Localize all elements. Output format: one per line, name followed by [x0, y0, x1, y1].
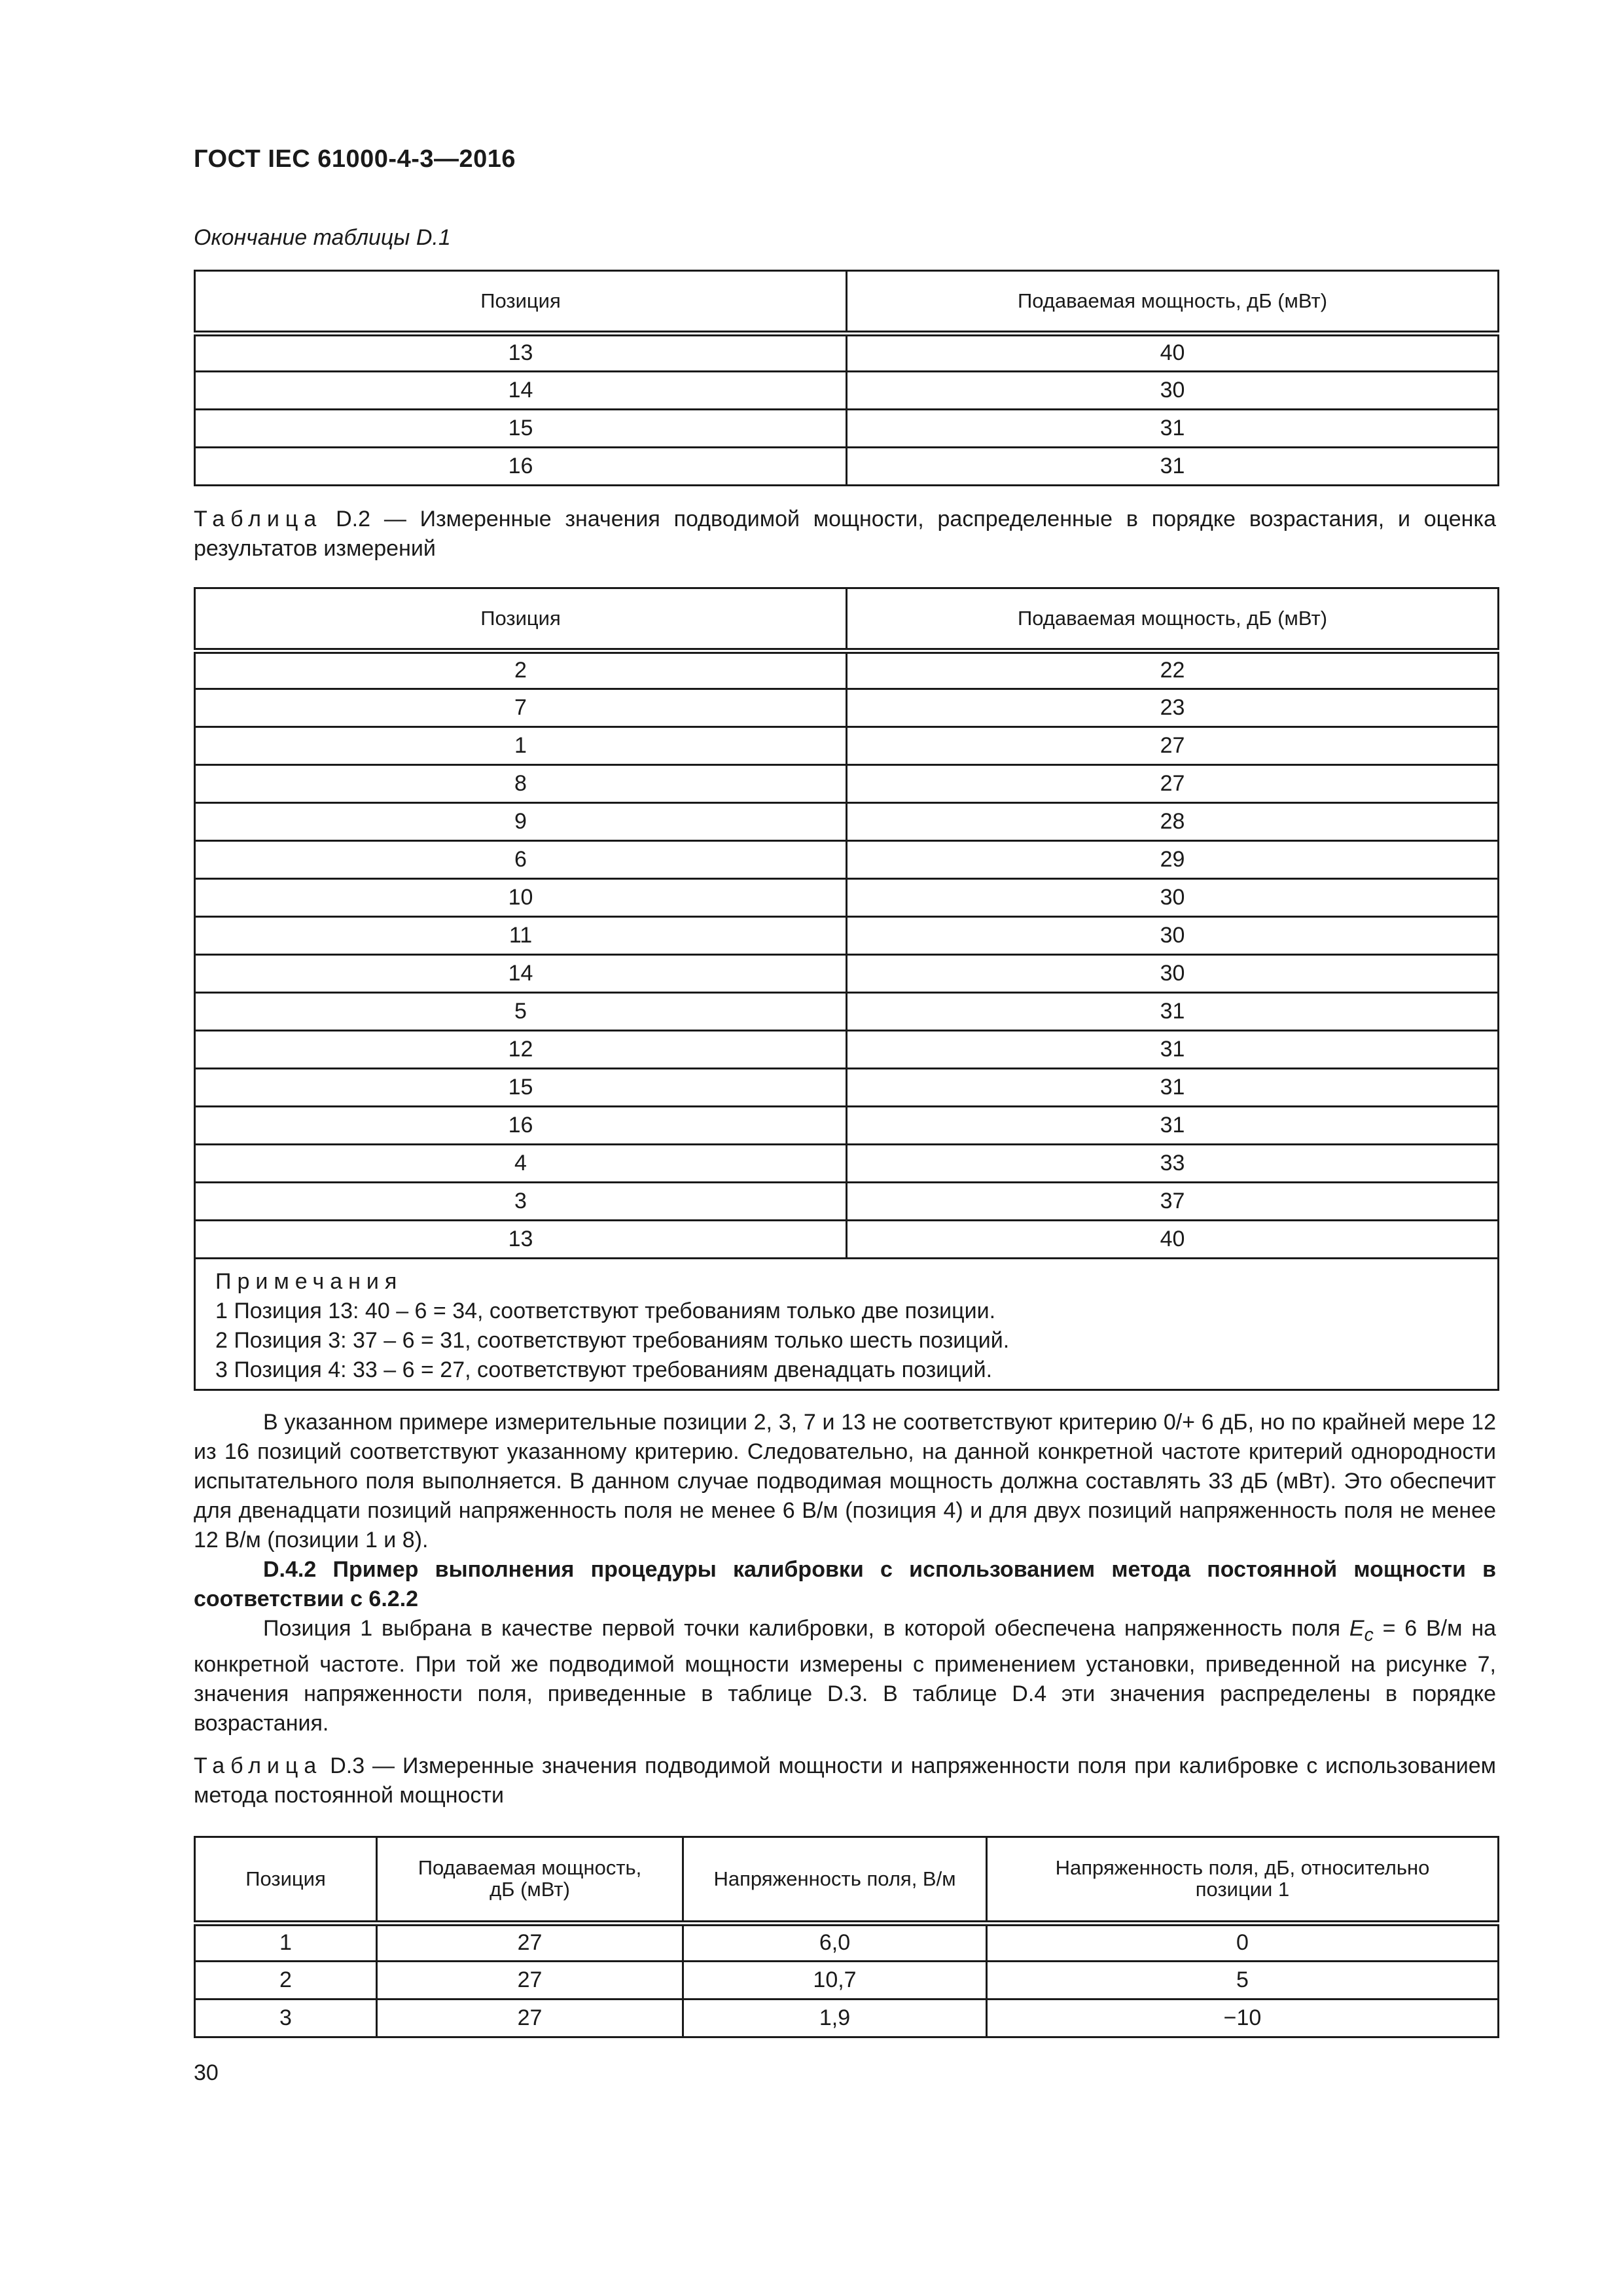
table-cell: 15: [195, 1069, 847, 1107]
table-cell: 27: [377, 2000, 683, 2037]
table-d2: [194, 587, 1499, 1391]
table-cell: 13: [195, 334, 847, 372]
table-cell: 31: [847, 1069, 1499, 1107]
table-row: [195, 372, 1499, 410]
table-row: [195, 1145, 1499, 1183]
table-cell: 14: [195, 955, 847, 993]
table-cell: 14: [195, 372, 847, 410]
section-heading: D.4.2 Пример выполнения процедуры калибровки с использованием метода постоянной мощности в соответствии с 6.2.2: [194, 1557, 1496, 1611]
table-row: [195, 2000, 1499, 2037]
table-cell: 10: [195, 879, 847, 917]
table-cell: 16: [195, 448, 847, 486]
note-item: 3 Позиция 4: 33 – 6 = 27, соответствуют требованиям двенадцать позиций.: [215, 1357, 993, 1382]
table-row: [195, 879, 1499, 917]
table-cell: 1: [195, 1924, 377, 1962]
table-row: [195, 1962, 1499, 2000]
table-cell: 31: [847, 993, 1499, 1031]
column-header: Подаваемая мощность, дБ (мВт): [847, 588, 1499, 651]
table-cell: 16: [195, 1107, 847, 1145]
table-row: [195, 651, 1499, 689]
table-cell: 6,0: [683, 1924, 987, 1962]
column-header: Позиция: [195, 271, 847, 334]
table-cell: 22: [847, 651, 1499, 689]
table-row: [195, 1924, 1499, 1962]
column-header: Напряженность поля, дБ, относительно позиции 1: [987, 1837, 1499, 1924]
table-cell: 9: [195, 803, 847, 841]
table-cell: −10: [987, 2000, 1499, 2037]
table-cell: 7: [195, 689, 847, 727]
note-item: 2 Позиция 3: 37 – 6 = 31, соответствуют требованиям только шесть позиций.: [215, 1328, 1010, 1353]
table-row: [195, 917, 1499, 955]
table-cell: 8: [195, 765, 847, 803]
page-number: 30: [194, 2060, 219, 2085]
table-cell: 5: [987, 1962, 1499, 2000]
table-cell: 29: [847, 841, 1499, 879]
table-row: [195, 803, 1499, 841]
document-header: ГОСТ IEC 61000-4-3—2016: [194, 145, 516, 173]
table-cell: 23: [847, 689, 1499, 727]
table-cell: 30: [847, 917, 1499, 955]
table-cell: 1,9: [683, 2000, 987, 2037]
table-cell: 3: [195, 1183, 847, 1221]
column-header: Позиция: [195, 588, 847, 651]
paragraph-text: Позиция 1 выбрана в качестве первой точки калибровки, в которой обеспечена напряженность поля: [263, 1616, 1349, 1641]
table-cell: 31: [847, 1107, 1499, 1145]
table-cell: 33: [847, 1145, 1499, 1183]
table-d1: [194, 270, 1499, 486]
notes-title: Примечания: [215, 1269, 403, 1294]
table-row: [195, 1069, 1499, 1107]
paragraph-text: = 6 В/м на конкретной частоте. При той же подводимой мощности измерены с применением установки, приведенной на рисунке 7, значения напряженности поля, приведенные в таблице D.3. В таблице D.4 эти значения распределены в порядке возрастания.: [194, 1616, 1497, 1736]
table-cell: 1: [195, 727, 847, 765]
table-row: [195, 841, 1499, 879]
table-row: [195, 727, 1499, 765]
caption-label: Таблица: [194, 1753, 323, 1778]
table-row: [195, 1183, 1499, 1221]
table-cell: 10,7: [683, 1962, 987, 2000]
table-d3-caption: [194, 1751, 1496, 1810]
table-cell: 3: [195, 2000, 377, 2037]
table-cell: 2: [195, 1962, 377, 2000]
table-d2-caption: [194, 505, 1496, 564]
table-cell: 31: [847, 1031, 1499, 1069]
note-item: 1 Позиция 13: 40 – 6 = 34, соответствуют требованиям только две позиции.: [215, 1299, 996, 1323]
table-cell: 11: [195, 917, 847, 955]
column-header: Подаваемая мощность, дБ (мВт): [377, 1837, 683, 1924]
table-cell: 15: [195, 410, 847, 448]
table-row: [195, 689, 1499, 727]
column-header: Позиция: [195, 1837, 377, 1924]
table-cell: 13: [195, 1221, 847, 1259]
table-cell: 31: [847, 448, 1499, 486]
paragraph: В указанном примере измерительные позиции 2, 3, 7 и 13 не соответствуют критерию 0/+ 6 дБ, но по крайней мере 12 из 16 позиций соответствуют указанному критерию. Следовательно, на данной конкретной частоте критерий однородности испытательного поля выполняется. В данном случае подводимая мощность должна составлять 33 дБ (мВт). Это обеспечит для двенадцати позиций напряженность поля не менее 6 В/м (позиция 4) и для двух позиций напряженность поля не менее 12 В/м (позиции 1 и 8).: [194, 1410, 1496, 1552]
table-cell: 37: [847, 1183, 1499, 1221]
table-row: [195, 448, 1499, 486]
table-row: [195, 410, 1499, 448]
table-cell: 27: [377, 1962, 683, 2000]
table-cell: 2: [195, 651, 847, 689]
table-d1-continuation-caption: Окончание таблицы D.1: [194, 225, 451, 250]
table-cell: 28: [847, 803, 1499, 841]
table-row: [195, 1221, 1499, 1259]
table-cell: 27: [847, 765, 1499, 803]
table-cell: 40: [847, 1221, 1499, 1259]
table-row: [195, 765, 1499, 803]
column-header: Напряженность поля, В/м: [683, 1837, 987, 1924]
field-symbol: E: [1349, 1616, 1364, 1641]
table-cell: 31: [847, 410, 1499, 448]
table-cell: 30: [847, 879, 1499, 917]
caption-text: D.2 — Измеренные значения подводимой мощности, распределенные в порядке возрастания, и оценка результатов измерений: [194, 507, 1496, 561]
field-symbol-subscript: c: [1364, 1624, 1374, 1645]
column-header: Подаваемая мощность, дБ (мВт): [847, 271, 1499, 334]
table-row: [195, 1107, 1499, 1145]
table-row: [195, 1031, 1499, 1069]
table-cell: 5: [195, 993, 847, 1031]
table-row: [195, 334, 1499, 372]
table-notes: [195, 1259, 1499, 1390]
table-cell: 6: [195, 841, 847, 879]
table-cell: 30: [847, 955, 1499, 993]
table-cell: 12: [195, 1031, 847, 1069]
table-row: [195, 955, 1499, 993]
paragraph: [194, 1614, 1496, 1738]
table-cell: 30: [847, 372, 1499, 410]
table-cell: 27: [847, 727, 1499, 765]
caption-text: D.3 — Измеренные значения подводимой мощности и напряженности поля при калибровке с использованием метода постоянной мощности: [194, 1753, 1496, 1808]
table-d3: [194, 1836, 1499, 2038]
table-cell: 4: [195, 1145, 847, 1183]
caption-label: Таблица: [194, 507, 323, 531]
body-text: [194, 1408, 1496, 1738]
table-cell: 40: [847, 334, 1499, 372]
table-row: [195, 993, 1499, 1031]
table-cell: 27: [377, 1924, 683, 1962]
table-cell: 0: [987, 1924, 1499, 1962]
